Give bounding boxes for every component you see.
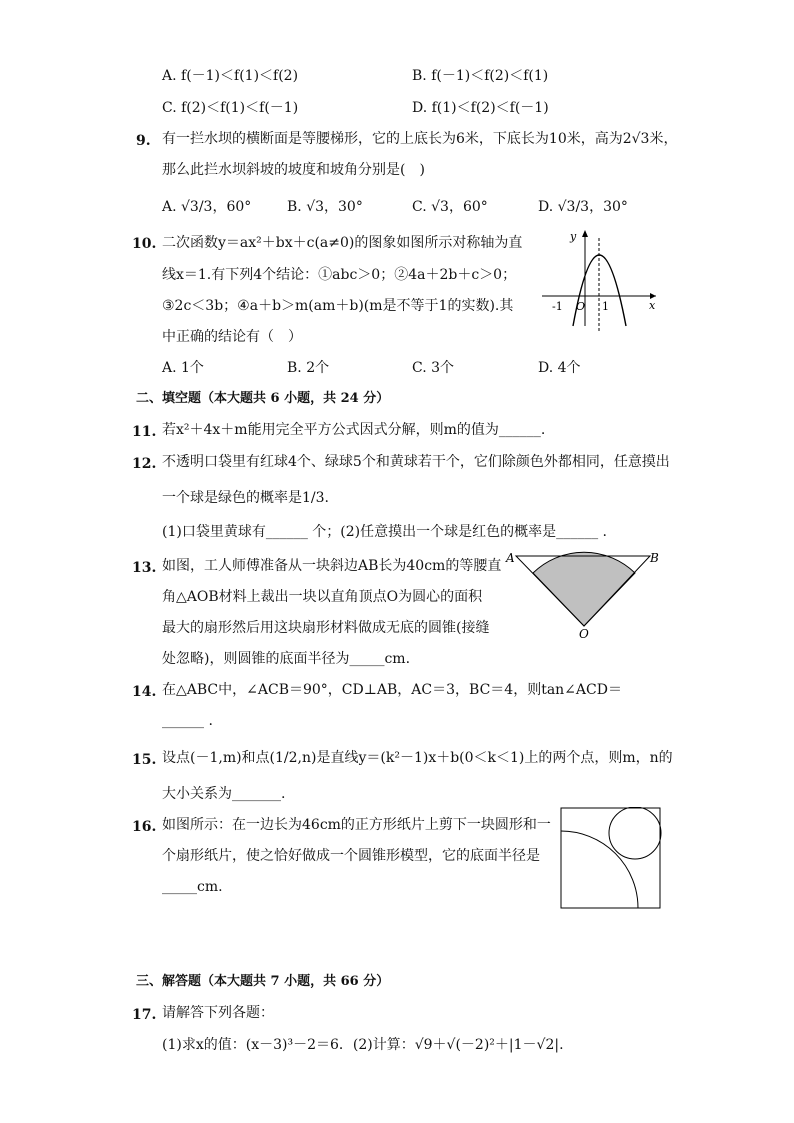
q10-line-2: 线x＝1.有下列4个结论：①abc＞0；②4a＋2b＋c＞0； xyxy=(162,267,517,283)
q12-line-1: 不透明口袋里有红球4个、绿球5个和黄球若干个，它们除颜色外都相同，任意摸出 xyxy=(162,454,670,470)
q10-line-1: 二次函数y＝ax²＋bx＋c(a≠0)的图象如图所示对称轴为直 xyxy=(162,235,523,251)
q13-line-1: 如图，工人师傅准备从一块斜边AB长为40cm的等腰直 xyxy=(162,558,502,574)
y-axis-label: y xyxy=(570,230,577,243)
q11-line-1: 若x²＋4x＋m能用完全平方公式因式分解，则m的值为______. xyxy=(162,422,546,438)
q9-option-d: D. √3/3，30° xyxy=(538,199,628,215)
q17-line-2: (1)求x的值：(x－3)³－2＝6．(2)计算：√9＋√(－2)²＋|1－√2|. xyxy=(162,1037,564,1053)
q17-line-1: 请解答下列各题： xyxy=(162,1005,274,1021)
q12-number: 12. xyxy=(132,456,157,472)
q10-option-c: C. 3个 xyxy=(412,360,455,376)
q9-option-a: A. √3/3，60° xyxy=(162,199,252,215)
q16-line-3: _____cm. xyxy=(162,879,223,895)
q15-line-2: 大小关系为_______. xyxy=(162,786,286,802)
point-b-label: B xyxy=(650,551,659,565)
q8-option-a: A. f(－1)＜f(1)＜f(2) xyxy=(162,68,299,84)
q10-option-b: B. 2个 xyxy=(287,360,330,376)
q13-line-4: 处忽略)，则圆锥的底面半径为_____cm. xyxy=(162,651,411,667)
q16-line-2: 个扇形纸片，使之恰好做成一个圆锥形模型，它的底面半径是 xyxy=(162,848,540,864)
q8-option-b: B. f(－1)＜f(2)＜f(1) xyxy=(412,68,549,84)
parabola-figure xyxy=(540,226,660,331)
q8-option-c: C. f(2)＜f(1)＜f(－1) xyxy=(162,100,299,116)
q13-line-3: 最大的扇形然后用这块扇形材料做成无底的圆锥(接缝 xyxy=(162,620,490,636)
q8-option-d: D. f(1)＜f(2)＜f(－1) xyxy=(412,100,549,116)
q14-number: 14. xyxy=(132,684,157,700)
q14-line-1: 在△ABC中，∠ACB＝90°，CD⊥AB，AC＝3，BC＝4，则tan∠ACD＝ xyxy=(162,682,622,698)
q17-number: 17. xyxy=(132,1007,157,1023)
section-3-heading: 三、解答题（本大题共 7 小题，共 66 分） xyxy=(136,974,390,989)
triangle-sector-figure xyxy=(505,548,665,640)
q12-line-2: 一个球是绿色的概率是1/3. xyxy=(162,490,329,506)
q15-line-1: 设点(－1,m)和点(1/2,n)是直线y＝(k²－1)x＋b(0＜k＜1)上的两个点，则m，n的 xyxy=(162,750,673,766)
q9-line-2: 那么此拦水坝斜坡的坡度和坡角分别是( ) xyxy=(162,162,425,178)
q16-line-1: 如图所示：在一边长为46cm的正方形纸片上剪下一块圆形和一 xyxy=(162,817,551,833)
q11-number: 11. xyxy=(132,424,157,440)
small-circle xyxy=(609,807,661,859)
point-a-label: A xyxy=(506,551,515,565)
one-label: 1 xyxy=(602,300,609,313)
q12-line-3: (1)口袋里黄球有______ 个；(2)任意摸出一个球是红色的概率是______ . xyxy=(162,524,608,540)
y-axis-arrow xyxy=(582,230,588,237)
section-2-heading: 二、填空题（本大题共 6 小题，共 24 分） xyxy=(136,391,390,406)
sector-arc xyxy=(561,831,638,908)
q14-line-2: ______ . xyxy=(162,713,213,729)
q10-option-d: D. 4个 xyxy=(538,360,581,376)
q10-line-4: 中正确的结论有（ ） xyxy=(162,329,302,345)
q10-option-a: A. 1个 xyxy=(162,360,204,376)
origin-label: O xyxy=(576,300,586,313)
q10-number: 10. xyxy=(132,236,157,252)
square-circle-figure xyxy=(560,807,662,910)
x-axis-label: x xyxy=(649,299,656,312)
q9-option-b: B. √3，30° xyxy=(287,199,363,215)
point-o-label: O xyxy=(579,627,589,640)
neg-one-label: -1 xyxy=(552,300,563,313)
q16-number: 16. xyxy=(132,819,157,835)
q9-number: 9. xyxy=(136,133,151,149)
q10-line-3: ③2c＜3b；④a＋b＞m(am＋b)(m是不等于1的实数).其 xyxy=(162,298,514,314)
q15-number: 15. xyxy=(132,752,157,768)
q13-number: 13. xyxy=(132,560,157,576)
q9-option-c: C. √3，60° xyxy=(412,199,488,215)
q9-line-1: 有一拦水坝的横断面是等腰梯形，它的上底长为6米，下底长为10米，高为2√3米， xyxy=(162,131,678,147)
q13-line-2: 角△AOB材料上裁出一块以直角顶点O为圆心的面积 xyxy=(162,589,483,605)
